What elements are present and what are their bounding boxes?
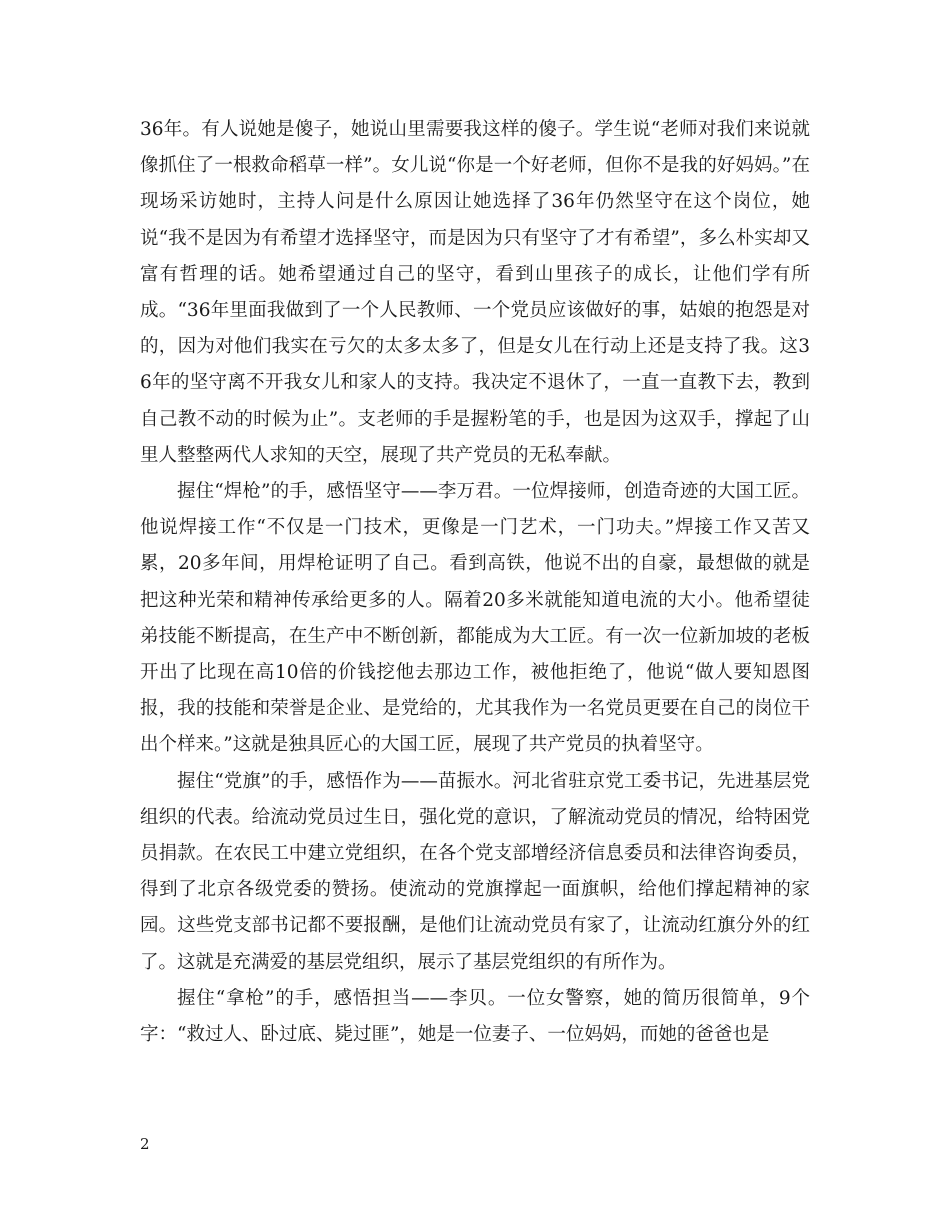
document-body [140, 112, 810, 1053]
paragraph-party-flag: 握住“党旗”的手，感悟作为——苗振水。河北省驻京党工委书记，先进基层党组织的代表。给流动党员过生日，强化党的意识，了解流动党员的情况，给特困党员捐款。在农民工中建立党组织，在各个党支部增经济信息委员和法律咨询委员，得到了北京各级党委的赞扬。使流动的党旗撑起一面旗帜，给他们撑起精神的家园。这些党支部书记都不要报酬，是他们让流动党员有家了，让流动红旗分外的红了。这就是充满爱的基层党组织，展示了基层党组织的有所作为。 [140, 770, 810, 973]
paragraph-holding-gun: 握住“拿枪”的手，感悟担当——李贝。一位女警察，她的简历很简单，9个字：“救过人、卧过底、毙过匪”，她是一位妻子、一位妈妈，而她的爸爸也是 [140, 987, 810, 1046]
paragraph-continuation: 36年。有人说她是傻子，她说山里需要我这样的傻子。学生说“老师对我们来说就像抓住了一根救命稻草一样”。女儿说“你是一个好老师，但你不是我的好妈妈。”在现场采访她时，主持人问是什么原因让她选择了36年仍然坚守在这个岗位，她说“我不是因为有希望才选择坚守，而是因为只有坚守了才有希望”，多么朴实却又富有哲理的话。她希望通过自己的坚守，看到山里孩子的成长，让他们学有所成。“36年里面我做到了一个人民教师、一个党员应该做好的事，姑娘的抱怨是对的，因为对他们我实在亏欠的太多太多了，但是女儿在行动上还是支持了我。这36年的坚守离不开我女儿和家人的支持。我决定不退休了，一直一直教下去，教到自己教不动的时候为止”。支老师的手是握粉笔的手，也是因为这双手，撑起了山里人整整两代人求知的天空，展现了共产党员的无私奉献。 [140, 119, 810, 466]
page-number: 2 [140, 1135, 150, 1153]
paragraph-welding-gun: 握住“焊枪”的手，感悟坚守——李万君。一位焊接师，创造奇迹的大国工匠。他说焊接工作“不仅是一门技术，更像是一门艺术，一门功夫。”焊接工作又苦又累，20多年间，用焊枪证明了自己。看到高铁，他说不出的自豪，最想做的就是把这种光荣和精神传承给更多的人。隔着20多米就能知道电流的大小。他希望徒弟技能不断提高，在生产中不断创新，都能成为大工匠。有一次一位新加坡的老板开出了比现在高10倍的价钱挖他去那边工作，被他拒绝了，他说“做人要知恩图报，我的技能和荣誉是企业、是党给的，尤其我作为一名党员更要在自己的岗位干出个样来。”这就是独具匠心的大国工匠，展现了共产党员的执着坚守。 [140, 481, 810, 756]
